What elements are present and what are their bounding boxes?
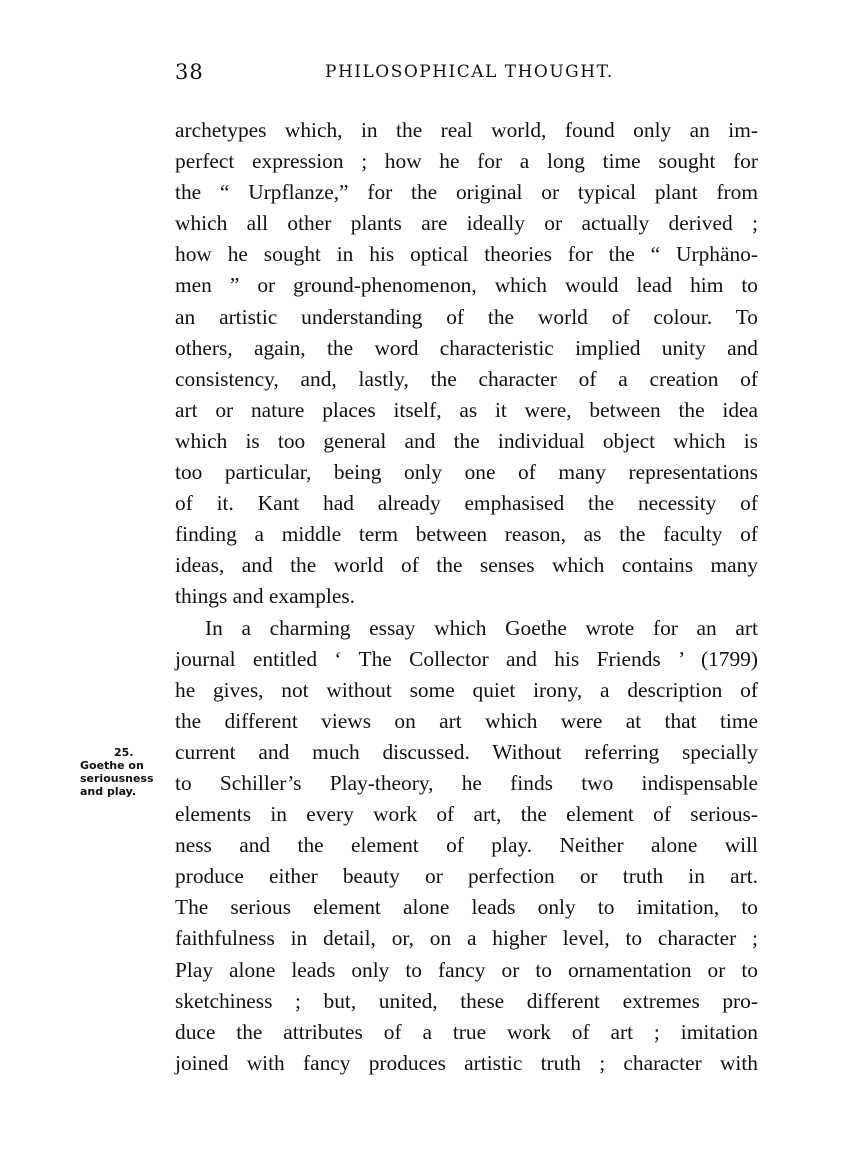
text-line: which is too general and the individual object which is (175, 428, 758, 453)
text-line: elements in every work of art, the element of serious- (175, 802, 758, 827)
text-line: things and examples. (175, 584, 356, 609)
page-number: 38 (175, 60, 204, 84)
text-line: The serious element alone leads only to imitation, to (175, 895, 758, 920)
text-line: current and much discussed. Without referring specially (175, 739, 758, 764)
text-line: he gives, not without some quiet irony, a description of (175, 677, 758, 702)
body-text (175, 115, 758, 1079)
text-line: In a charming essay which Goethe wrote for an art (205, 615, 758, 640)
page-header (175, 60, 758, 94)
text-line: perfect expression ; how he for a long time sought for (175, 149, 758, 174)
text-line: to Schiller’s Play-theory, he finds two indispensable (175, 770, 758, 795)
text-line: others, again, the word characteristic implied unity and (175, 335, 758, 360)
text-line: art or nature places itself, as it were, between the idea (175, 397, 758, 422)
text-line: duce the attributes of a true work of art ; imitation (175, 1019, 758, 1044)
text-line: joined with fancy produces artistic truth ; character with (175, 1050, 758, 1075)
text-line: Play alone leads only to fancy or to ornamentation or to (175, 957, 758, 982)
text-line: of it. Kant had already emphasised the necessity of (175, 491, 758, 516)
margin-note-line: seriousness (80, 772, 154, 785)
text-line: ideas, and the world of the senses which contains many (175, 553, 758, 578)
text-line: the different views on art which were at that time (175, 708, 758, 733)
text-line: produce either beauty or perfection or truth in art. (175, 864, 758, 889)
margin-note-line: Goethe on (80, 759, 144, 772)
paragraph (175, 115, 758, 613)
text-line: sketchiness ; but, united, these different extremes pro- (175, 988, 758, 1013)
margin-note-line: and play. (80, 785, 137, 798)
margin-note (80, 746, 160, 798)
text-line: an artistic understanding of the world of colour. To (175, 304, 758, 329)
paragraph (175, 613, 758, 1079)
text-line: which all other plants are ideally or actually derived ; (175, 211, 758, 236)
text-line: faithfulness in detail, or, on a higher level, to character ; (175, 926, 758, 951)
margin-note-number: 25. (114, 746, 134, 759)
text-line: how he sought in his optical theories for the “ Urphäno- (175, 242, 758, 267)
running-head: PHILOSOPHICAL THOUGHT. (325, 62, 614, 82)
text-line: finding a middle term between reason, as the faculty of (175, 522, 758, 547)
text-line: the “ Urpflanze,” for the original or typical plant from (175, 180, 758, 205)
text-line: too particular, being only one of many representations (175, 460, 758, 485)
text-line: men ” or ground-phenomenon, which would lead him to (175, 273, 758, 298)
text-line: archetypes which, in the real world, found only an im- (175, 118, 758, 142)
text-line: ness and the element of play. Neither alone will (175, 833, 758, 858)
text-line: consistency, and, lastly, the character of a creation of (175, 366, 758, 391)
text-line: journal entitled ‘ The Collector and his Friends ’ (1799) (175, 646, 758, 671)
